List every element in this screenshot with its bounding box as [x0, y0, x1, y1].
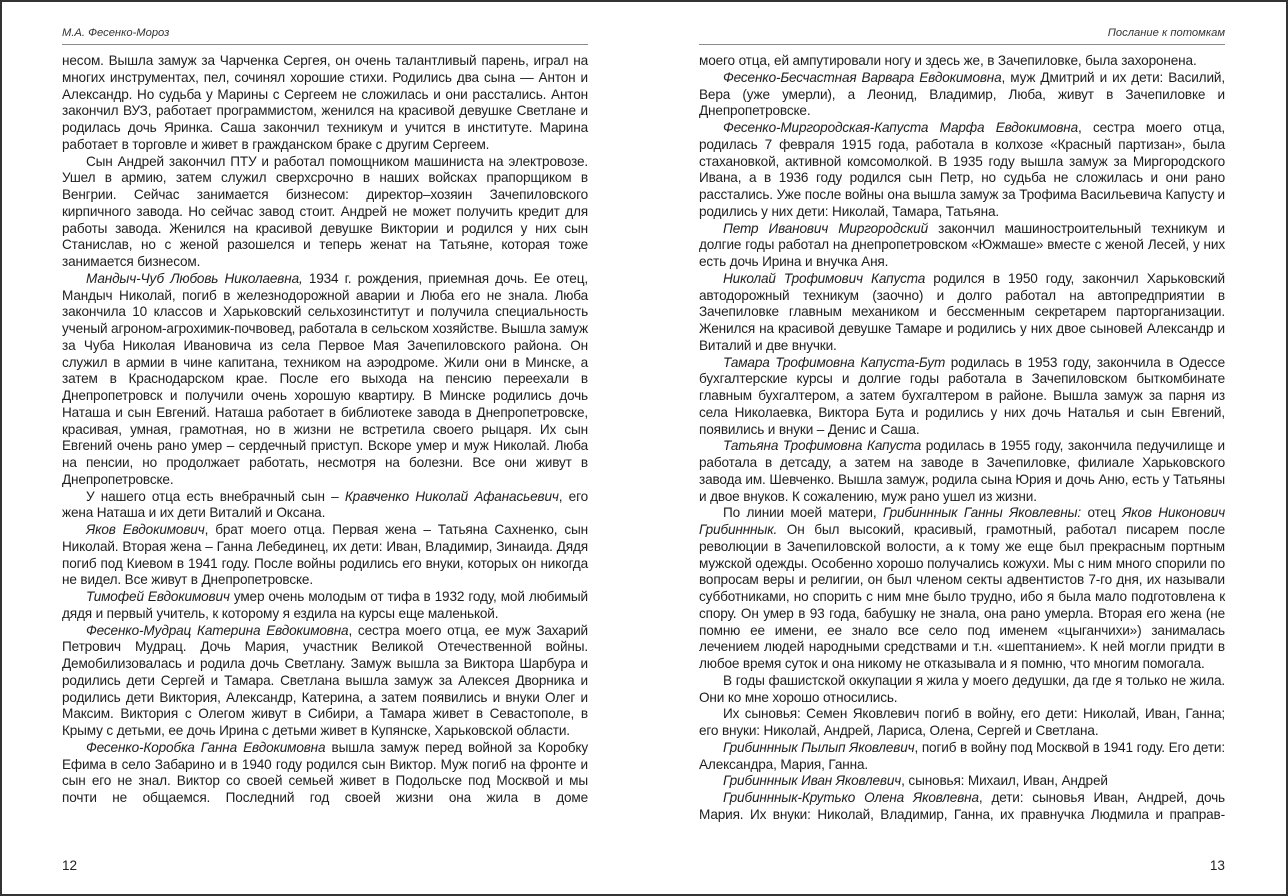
paragraph — [699, 438, 1225, 505]
text-run: Сын Андрей закончил ПТУ и работал помощником машиниста на электровозе. Ушел в армию, затем служил сверхсрочно в наших войсках прапорщиком в Венгрии. Сейчас занимается бизнесом: директор–хозяин Зачепиловского кирпичного завода. Но сейчас завод стоит. Андрей не может получить кредит для работы завода. Женился на красивой девушке Виктории и родился у них сын Станислав, но с женой разошелся и теперь женат на Татьяне, которая тоже занимается бизнесом. — [62, 153, 588, 269]
text-run: вышла замуж перед войной за Коробку Ефима в село Забарино и в 1940 году родился сын Виктор. Муж погиб на фронте и сын его не знал. Виктор со своей семьей живет в Подольске под Москвой и мы почти не общаемся. Последний год своей жизни она жила в доме — [62, 739, 588, 805]
left-page — [62, 0, 588, 896]
text-run: родилась в 1953 году, закончила в Одессе бухгалтерские курсы и долгие годы работала в Зачепиловском быткомбинате главным бухгалтером, а затем бухгалтером в районе. Вышла замуж за парня из села Николаевка, Виктора Бута и родились у них дочь Наталья и сын Евгений, появились и внуки – Денис и Саша. — [699, 354, 1225, 437]
paragraph — [699, 505, 1225, 673]
person-name: Тимофей Евдокимович — [86, 589, 230, 604]
text-run: По линии моей матери, — [723, 505, 883, 521]
paragraph — [62, 589, 588, 623]
person-name: Грибинннык Иван Яковлевич — [723, 773, 902, 789]
text-run: , сестра моего отца, родилась 7 февраля 1915 года, работала в колхозе «Красный партизан», была стахановкой, активной комсомолкой. В 1935 году вышла замуж за Миргородского Ивана, а в 1936 году родился сын Петр, но судьба не сложилась и они рано расстались. Уже после войны она вышла замуж за Трофима Васильевича Капусту и родились у них дети: Николай, Тамара, Татьяна. — [699, 120, 1225, 219]
text-run: моего отца, ей ампутировали ногу и здесь же, в Зачепиловке, была захоронена. — [699, 53, 1197, 68]
text-run: закончил машиностроительный техникум и долгие годы работал на днепропетровском «Южмаше» вместе с женой Лесей, у них есть дочь Ирина и внучка Аня. — [699, 220, 1225, 269]
text-run: родился в 1950 году, закончил Харьковский автодорожный техникум (заочно) и долго работал на автопредприятии в Зачепиловке главным механиком и бессменным секретарем парторганизации. Женился на красивой девушке Тамаре и родились у них двое сыновей Александр и Виталий и две внучки. — [699, 270, 1225, 353]
running-head-title: Послание к потомкам — [1107, 27, 1225, 39]
right-page — [699, 0, 1225, 896]
paragraph — [62, 53, 588, 154]
paragraph — [699, 120, 1225, 221]
text-run: родилась в 1955 году, закончила педучилище и работала в детсаду, а затем на заводе в Зачепиловке, филиале Харьковского завода им. Шевченко. Вышла замуж, родила сына Юрия и дочь Аню, есть у Татьяны и двое внуков. К сожалению, муж рано ушел из жизни. — [699, 438, 1225, 504]
text-run: умер очень молодым от тифа в 1932 году, мой любимый дядя и первый учитель, к которому я ездила на курсы еще маленькой. — [62, 589, 588, 621]
text-run: , муж Дмитрий и их дети: Василий, Вера (уже умерли), а Леонид, Владимир, Люба, живут в Зачепиловке и Днепропетровске. — [699, 69, 1225, 119]
page-body — [62, 53, 588, 807]
person-name: Яков Евдокимович — [86, 522, 205, 537]
header-rule — [699, 44, 1225, 45]
page-body — [699, 53, 1225, 824]
text-run: , сестра моего отца, ее муж Захарий Петрович Мудрац. Дочь Мария, участник Великой Отечественной войны. Демобилизовалась и родила дочь Светлану. Замуж вышла за Виктора Шарбура и родились дети Сергей и Тамара. Светлана вышла замуж за Алексея Дворника и родились дети Виктория, Александр, Катерина, а затем появились и внуки Олег и Максим. Виктория с Олегом живут в Сибири, а Тамара живет в Севастополе, в Крыму с детьми, ее дочь Ирина с детьми живет в Купянске, Харьковской области. — [62, 622, 589, 738]
paragraph — [62, 522, 588, 589]
text-run: , дети: сыновья Иван, Андрей, дочь Мария. Их внуки: Николай, Владимир, Ганна, их правнучка Людмила и праправ- — [699, 790, 1225, 822]
text-run: несом. Вышла замуж за Чарченка Сергея, он очень талантливый парень, играл на многих инструментах, пел, сочинял хорошие стихи. Родились два сына — Антон и Александр. Но судьба у Марины с Сергеем не сложилась и они расстались. Антон закончил ВУЗ, работает программистом, женился на красивой девушке Светлане и родилась дочь Яринка. Саша закончил техникум и учится в институте. Марина работает в торговле и живет в гражданском браке с другим Сергеем. — [62, 53, 588, 152]
text-run: , его жена Наташа и их дети Виталий и Оксана. — [62, 488, 588, 521]
page-number: 12 — [62, 858, 78, 873]
paragraph — [699, 706, 1225, 740]
person-name: Грибинннык Пылып Яковлевич — [723, 739, 915, 755]
text-run: , брат моего отца. Первая жена – Татьяна Сахненко, сын Николай. Вторая жена – Ганна Лебединец, их дети: Иван, Владимир, Зинаида. Дядя погиб под Киевом в 1941 году. После войны родились его внуки, которых он никогда не видел. Все живут в Днепропетровске. — [62, 522, 588, 588]
person-name: Николай Трофимович Капуста — [723, 270, 926, 286]
text-run: 1934 г. рождения, приемная дочь. Ее отец, Мандыч Николай, погиб в железнодорожной аварии и Люба его не знала. Люба закончила 10 классов и Харьковский сельхозинститут и получила специальность ученый агроном-агрохимик-почвовед, работала в сельском хозяйстве. Вышла замуж за Чуба Николая Ивановича из села Первое Мая Зачепиловского района. Он служил в армии в чине капитана, техником на аэродроме. Жили они в Минске, а затем в Краснодарском крае. После его выхода на пенсию переехали в Днепропетровск и получили очень хорошую квартиру. В Минске родились дочь Наташа и сын Евгений. Наташа работает в библиотеке завода в Днепропетровске, красивая, умная, грамотная, но в жизни не встретила своего рыцаря. Их сын Евгений очень рано умер – сердечный приступ. Вскоре умер и муж Николай. Люба на пенсии, но продолжает работать, несмотря на болезни. Все они живут в Днепропетровске. — [62, 270, 588, 487]
person-name: Фесенко-Коробка Ганна Евдокимовна — [86, 739, 326, 755]
paragraph — [699, 70, 1225, 120]
person-name: Грибинннык Ганны Яковлевны: — [882, 505, 1082, 521]
running-head-author: М.А. Фесенко-Мороз — [62, 27, 170, 39]
paragraph — [62, 271, 588, 489]
text-run: , погиб в войну под Москвой в 1941 году. Его дети: Александра, Мария, Ганна. — [699, 739, 1225, 772]
text-run: В годы фашистской оккупации я жила у моего дедушки, да где я только не жила. Они ко мне хорошо относились. — [699, 672, 1225, 705]
text-run: У нашего отца есть внебрачный сын – — [86, 488, 345, 504]
paragraph — [62, 154, 588, 271]
person-name: Татьяна Трофимовна Капуста — [723, 438, 922, 454]
paragraph — [62, 740, 588, 807]
paragraph — [699, 53, 1225, 70]
page-number: 13 — [1209, 858, 1225, 873]
header-rule — [62, 44, 588, 45]
person-name: Тамара Трофимовна Капуста-Бут — [723, 354, 946, 370]
paragraph — [699, 740, 1225, 774]
person-name: Фесенко-Мудрац Катерина Евдокимовна — [86, 622, 349, 638]
person-name: Кравченко Николай Афанасьевич — [344, 488, 559, 504]
paragraph — [62, 489, 588, 523]
person-name: Петр Иванович Миргородский — [723, 220, 928, 236]
paragraph — [699, 221, 1225, 271]
text-run: , сыновья: Михаил, Иван, Андрей — [901, 773, 1108, 789]
paragraph — [62, 623, 588, 740]
person-name: Мандыч-Чуб Любовь Николаевна, — [86, 270, 303, 286]
person-name: Фесенко-Бесчастная Варвара Евдокимовна — [723, 69, 1002, 85]
text-run: Он был высокий, красивый, грамотный, работал писарем после революции в Зачепиловской волости, а к тому же еще был прекрасным портным мужской одежды. Особенно хорошо получались кожухи. Мы с ним много спорили по вопросам веры и религии, он был членом секты адвентистов 7-го дня, их называли субботниками, но спорить с ним мне было трудно, ибо я была мало подготовлена к спору. Он умер в 93 года, бабушку не знала, она рано умерла. Вторая его жена (не помню ее имени, ее знало все село под именем «цыганчихи») занималась лечением людей народными средствами и т.н. «шептанием». К ней могли придти в любое время суток и она никому не отказывала и я помню, что многим помогала. — [699, 522, 1225, 671]
paragraph — [699, 355, 1225, 439]
person-name: Фесенко-Миргородская-Капуста Марфа Евдокимовна — [723, 120, 1079, 135]
paragraph — [699, 790, 1225, 824]
paragraph — [699, 271, 1225, 355]
person-name: Грибинннык-Крутько Олена Яковлевна — [723, 790, 979, 805]
paragraph — [699, 773, 1225, 790]
paragraph — [699, 673, 1225, 707]
person-name: Яков Никонович Грибинннык. — [699, 505, 1226, 537]
text-run: отец — [1081, 505, 1123, 521]
text-run: Их сыновья: Семен Яковлевич погиб в войну, его дети: Николай, Иван, Ганна; его внуки: Николай, Андрей, Лариса, Олена, Сергей и Светлана. — [699, 706, 1225, 738]
